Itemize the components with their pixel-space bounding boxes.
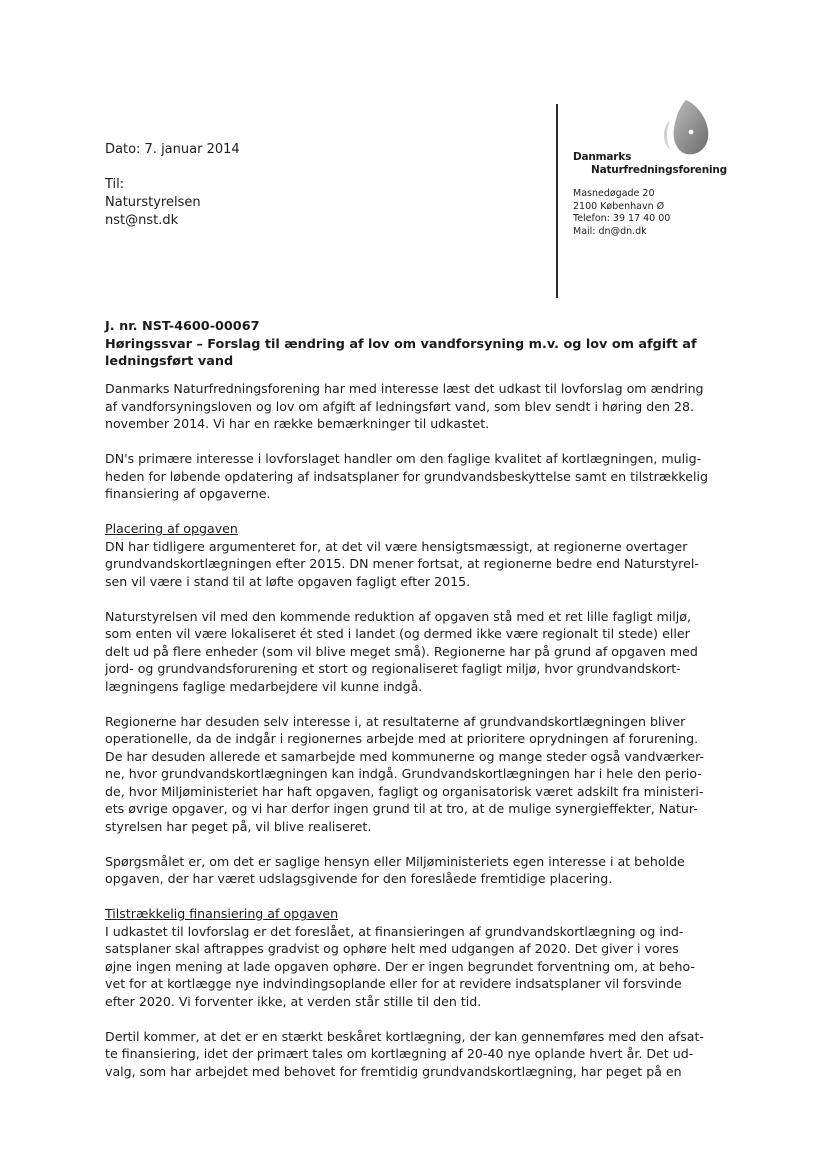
contact-phone: Telefon: 39 17 40 00: [573, 213, 671, 224]
paragraph-interest: [105, 450, 725, 503]
text-line: jord- og grundvandsforurening et stort og regionaliseret fagligt miljø, hvor grundvandskort-: [105, 661, 681, 676]
text-line: grundvandskortlægningen efter 2015. DN mener fortsat, at regionerne bedre end Naturstyrel-: [105, 556, 699, 571]
section-heading-finansiering: Tilstrækkelig finansiering af opgaven: [105, 906, 339, 921]
text-line: DN har tidligere argumenteret for, at det vil være hensigtsmæssigt, at regionerne overtager: [105, 538, 688, 554]
paragraph-intro: [105, 380, 725, 433]
text-line: valg, som har arbejdet med behovet for fremtidig grundvandskortlægning, har peget på en: [105, 1063, 682, 1079]
organization-name-line1: Danmarks: [573, 151, 632, 163]
organization-name: [573, 151, 727, 177]
text-line: Dertil kommer, at det er en stærkt beskåret kortlægning, der kan gennemføres med den afsat-: [105, 1028, 704, 1044]
text-line: vet for at kortlægge nye indvindingsoplande eller for at revidere indsatsplaner vil forsvinde: [105, 976, 682, 991]
text-line: operationelle, da de indgår i regionernes arbejde med at prioritere oprydningen af forurening.: [105, 731, 699, 746]
text-line: satsplaner skal aftrappes gradvist og ophøre helt med udgangen af 2020. Det giver i vores: [105, 941, 679, 956]
letter-date: Dato: 7. januar 2014: [105, 142, 240, 157]
text-line: lægningens faglige medarbejdere vil kunne indgå.: [105, 678, 423, 694]
text-line: som enten vil være lokaliseret ét sted i landet (og dermed ikke være regionalt til stede) eller: [105, 626, 690, 641]
paragraph-question: [105, 853, 725, 888]
recipient-name: Naturstyrelsen: [105, 195, 201, 210]
text-line: De har desuden allerede et samarbejde med kommunerne og mange steder også vandværker-: [105, 748, 705, 764]
text-line: finansiering af opgaverne.: [105, 486, 271, 501]
paragraph-dertil: [105, 1028, 725, 1081]
recipient-label: Til:: [105, 177, 125, 192]
contact-address: Masnedøgade 20: [573, 188, 655, 199]
text-line: heden for løbende opdatering af indsatsplaner for grundvandsbeskyttelse samt en tilstrækkelig: [105, 468, 708, 484]
paragraph-spacer: [105, 433, 725, 451]
text-line: øjne ingen mening at lade opgaven ophøre. Der er ingen begrundet forventning om, at beho-: [105, 958, 695, 974]
paragraph-regionerne: [105, 713, 725, 836]
text-line: af vandforsyningsloven og lov om afgift af ledningsført vand, som blev sendt i høring den 28.: [105, 398, 695, 414]
contact-city: 2100 København Ø: [573, 200, 665, 212]
section-heading-placering: Placering af opgaven: [105, 521, 238, 536]
organization-name-line2: Naturfredningsforening: [591, 164, 727, 176]
text-line: DN's primære interesse i lovforslaget handler om den faglige kvalitet af kortlægningen, mulig-: [105, 451, 702, 466]
organization-contact: [573, 188, 670, 238]
letter-subject: [105, 318, 725, 371]
paragraph-placering: [105, 538, 725, 591]
text-line: november 2014. Vi har en række bemærkninger til udkastet.: [105, 416, 490, 431]
paragraph-spacer: [105, 835, 725, 853]
journal-number: J. nr. NST-4600-00067: [105, 319, 260, 334]
header-divider: [556, 104, 558, 298]
text-line: opgaven, der har været udslagsgivende for den foreslåede fremtidige placering.: [105, 871, 613, 886]
letter-body: [105, 380, 725, 1080]
paragraph-spacer: [105, 695, 725, 713]
text-line: Danmarks Naturfredningsforening har med interesse læst det udkast til lovforslag om ændring: [105, 381, 704, 396]
paragraph-spacer: [105, 590, 725, 608]
recipient-email: nst@nst.dk: [105, 213, 179, 228]
text-line: Regionerne har desuden selv interesse i, at resultaterne af grundvandskortlægningen bliver: [105, 713, 686, 729]
text-line: I udkastet til lovforslag er det foreslået, at finansieringen af grundvandskortlægning og ind-: [105, 923, 684, 939]
paragraph-spacer: [105, 888, 725, 906]
text-line: ne, hvor grundvandskortlægningen kan indgå. Grundvandskortlægningen har i hele den perio-: [105, 766, 702, 781]
text-line: delt ud på flere enheder (som vil blive meget små). Regionerne har på grund af opgaven med: [105, 643, 698, 659]
recipient-block: [105, 176, 201, 230]
text-line: ets øvrige opgaver, og vi har derfor ingen grund til at tro, at de mulige synergieffekter, Natur-: [105, 801, 698, 816]
contact-mail: Mail: dn@dn.dk: [573, 225, 647, 237]
text-line: Naturstyrelsen vil med den kommende reduktion af opgaven stå med et ret lille fagligt miljø,: [105, 608, 691, 624]
text-line: sen vil være i stand til at løfte opgaven fagligt efter 2015.: [105, 573, 471, 589]
text-line: styrelsen har peget på, vil blive realiseret.: [105, 818, 372, 834]
paragraph-naturstyrelsen: [105, 608, 725, 696]
paragraph-spacer: [105, 503, 725, 521]
subject-line: Høringssvar – Forslag til ændring af lov om vandforsyning m.v. og lov om afgift af: [105, 336, 697, 352]
dn-logo-icon: [656, 98, 712, 158]
paragraph-finansiering: [105, 923, 725, 1011]
subject-line: ledningsført vand: [105, 354, 234, 369]
text-line: Spørgsmålet er, om det er saglige hensyn eller Miljøministeriets egen interesse i at beholde: [105, 853, 685, 869]
text-line: efter 2020. Vi forventer ikke, at verden står stille til den tid.: [105, 993, 482, 1009]
text-line: de, hvor Miljøministeriet har haft opgaven, fagligt og organisatorisk været adskilt fra ministeri-: [105, 783, 704, 799]
text-line: te finansiering, idet der primært tales om kortlægning af 20-40 nye oplande hvert år. Det ud-: [105, 1046, 694, 1061]
paragraph-spacer: [105, 1010, 725, 1028]
